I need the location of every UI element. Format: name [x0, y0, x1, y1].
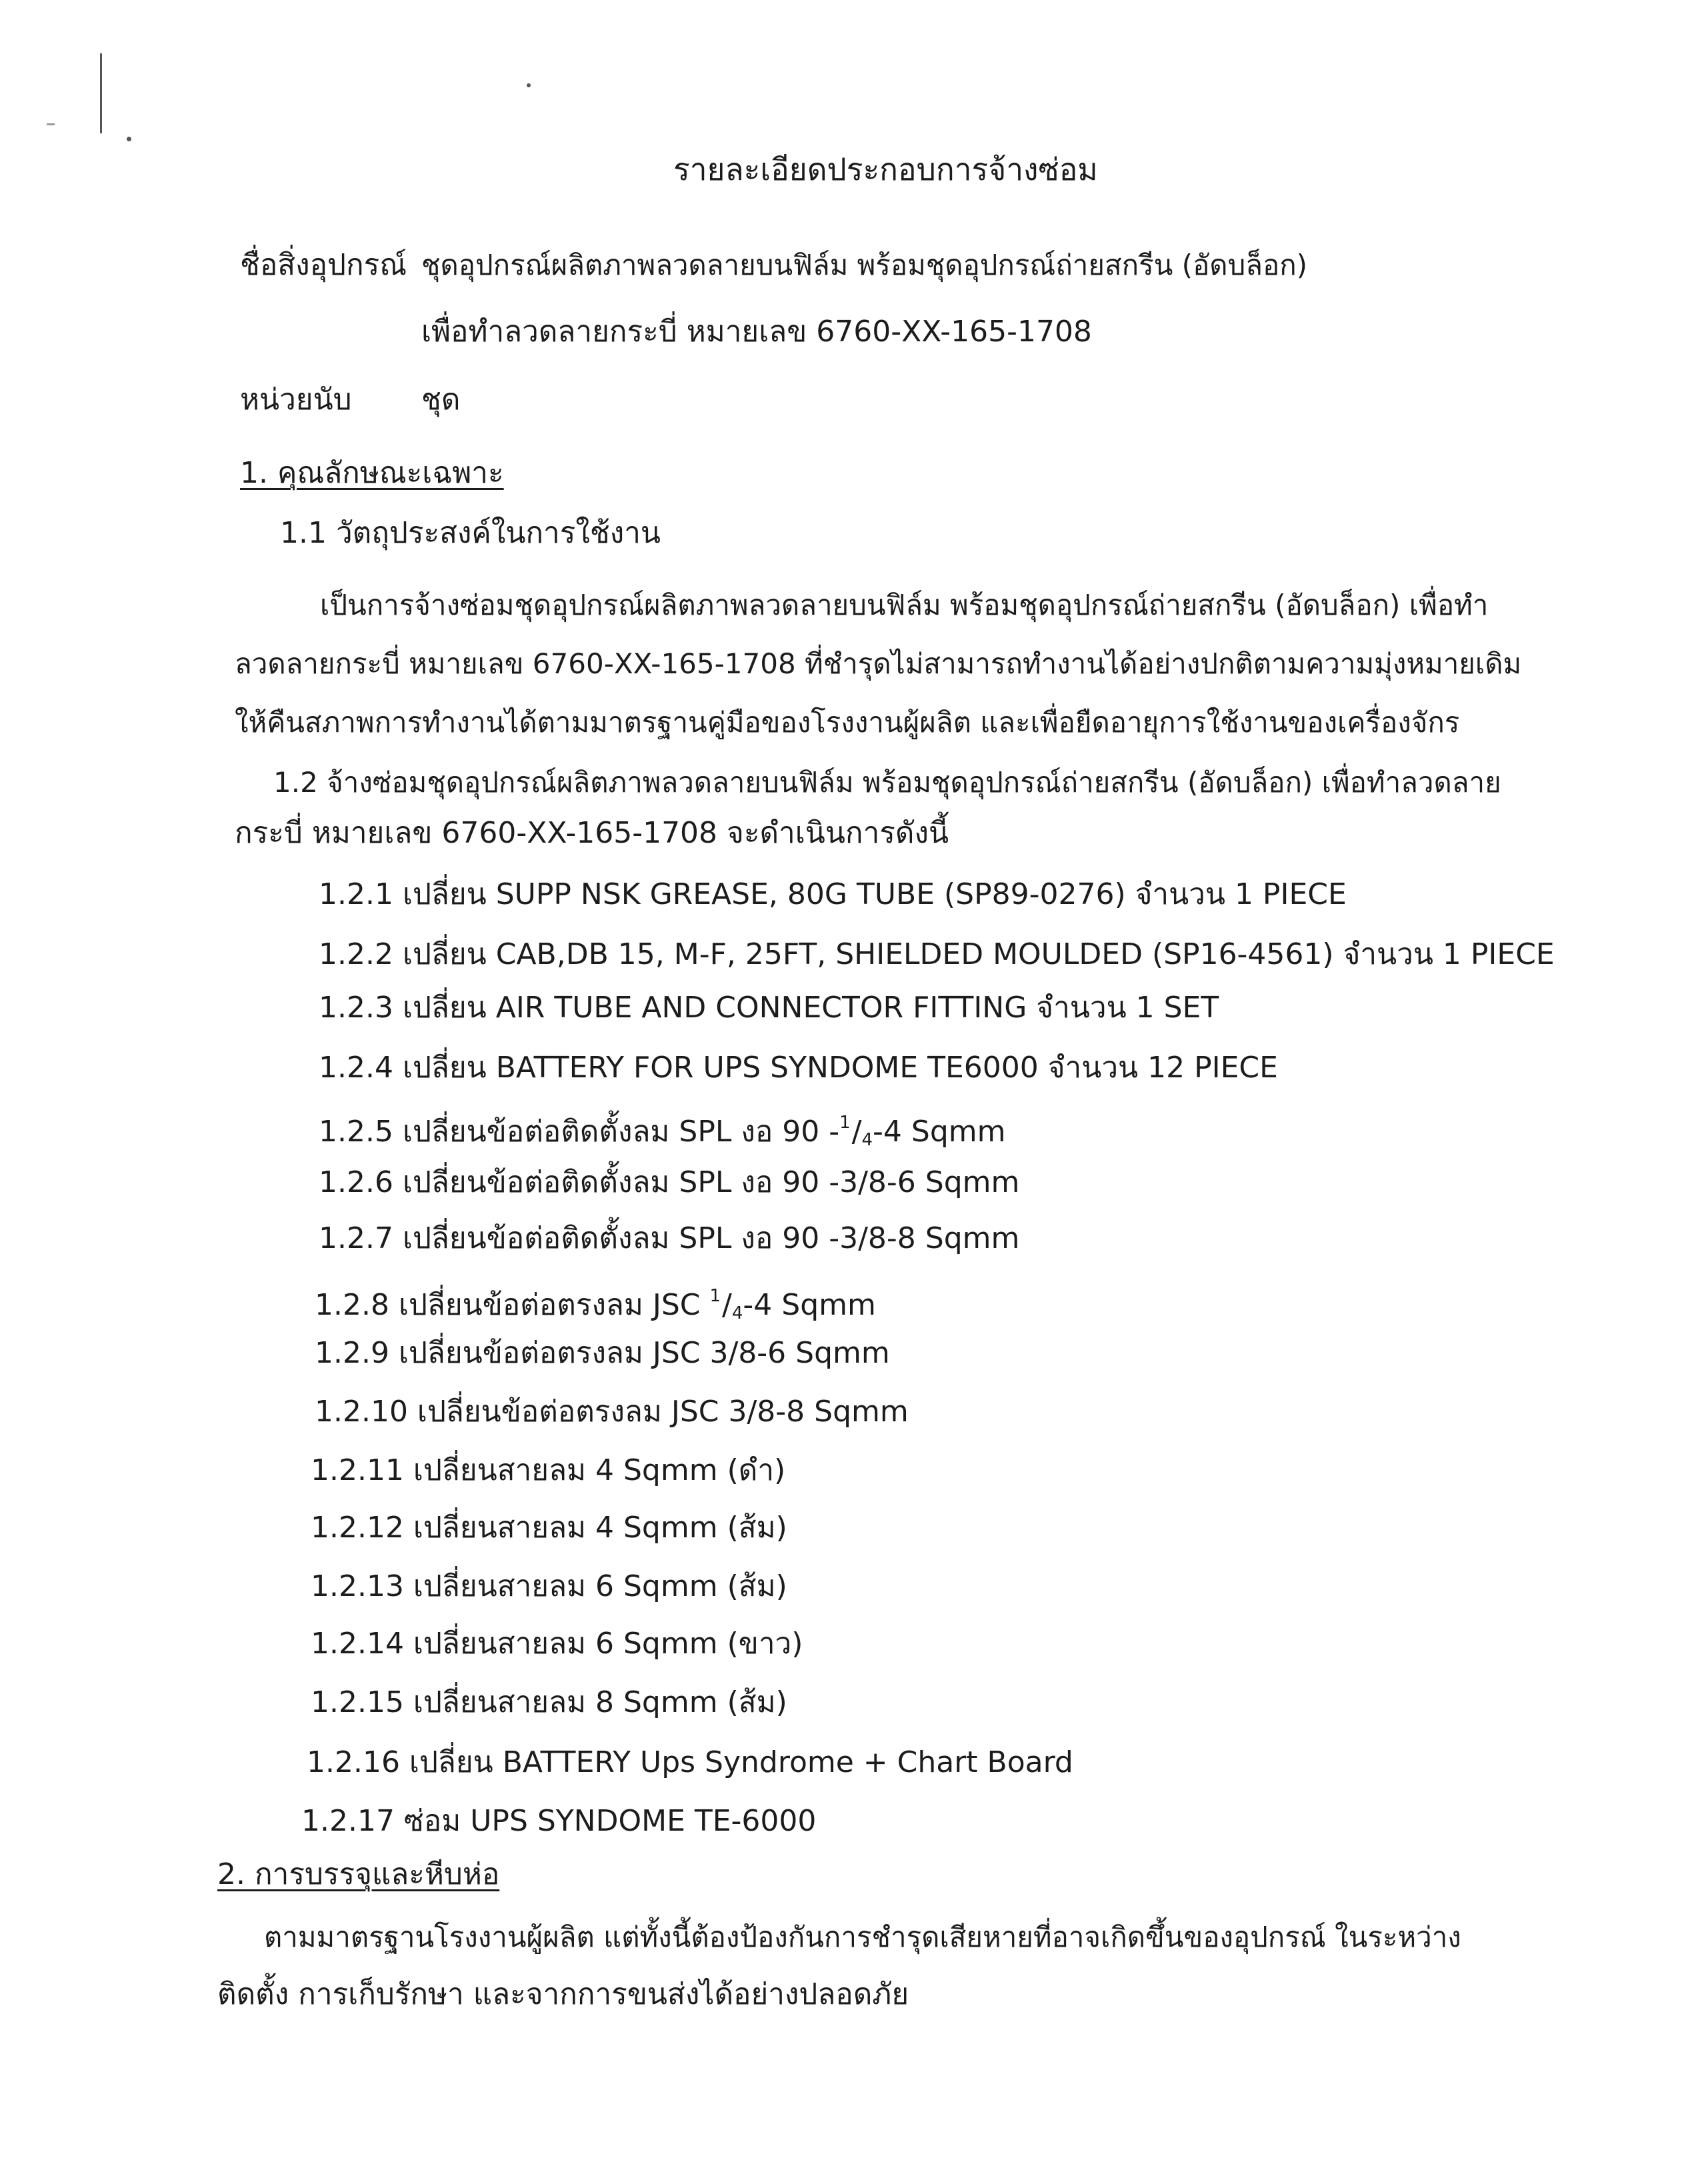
section1-2-line1: 1.2 จ้างซ่อมชุดอุปกรณ์ผลิตภาพลวดลายบนฟิล์ม พร้อมชุดอุปกรณ์ถ่ายสกรีน (อัดบล็อก) เพื่อทำลวดลาย	[273, 766, 1501, 799]
list-item: 1.2.15 เปลี่ยนสายลม 8 Sqmm (ส้ม)	[311, 1685, 787, 1719]
section1-1-paragraph-line3: ให้คืนสภาพการทำงานได้ตามมาตรฐานคู่มือของโรงงานผู้ผลิต และเพื่อยืดอายุการใช้งานของเครื่องจักร	[235, 706, 1460, 739]
unit-value: ชุด	[421, 383, 461, 417]
list-item: 1.2.5 เปลี่ยนข้อต่อติดตั้งลม SPL งอ 90 $-^1/_4-4$ Sqmm	[319, 1113, 1006, 1150]
equipment-name-line2: เพื่อทำลวดลายกระบี่ หมายเลข 6760-XX-165-1708	[421, 315, 1092, 349]
list-item-text: -4 Sqmm	[873, 1115, 1006, 1149]
list-item-text: -4 Sqmm	[743, 1288, 876, 1322]
scan-mark-vertical-line	[100, 53, 102, 133]
list-item: 1.2.13 เปลี่ยนสายลม 6 Sqmm (ส้ม)	[311, 1569, 787, 1603]
section2-heading: 2. การบรรจุและหีบห่อ	[217, 1857, 500, 1891]
list-item: 1.2.11 เปลี่ยนสายลม 4 Sqmm (ดำ)	[311, 1453, 786, 1487]
section2-paragraph-line2: ติดตั้ง การเก็บรักษา และจากการขนส่งได้อย่างปลอดภัย	[217, 1977, 909, 2011]
list-item: 1.2.16 เปลี่ยน BATTERY Ups Syndrome + Chart Board	[307, 1745, 1073, 1779]
list-item: 1.2.3 เปลี่ยน AIR TUBE AND CONNECTOR FITTING จำนวน 1 SET	[319, 991, 1219, 1025]
list-item-text: 1.2.5 เปลี่ยนข้อต่อติดตั้งลม SPL งอ 90 -	[319, 1115, 840, 1149]
fraction-denominator: 4	[731, 1303, 743, 1323]
list-item: 1.2.12 เปลี่ยนสายลม 4 Sqmm (ส้ม)	[311, 1511, 787, 1545]
list-item-text: 1.2.8 เปลี่ยนข้อต่อตรงลม JSC	[315, 1288, 710, 1322]
list-item: 1.2.17 ซ่อม UPS SYNDOME TE-6000	[301, 1804, 817, 1838]
list-item: 1.2.14 เปลี่ยนสายลม 6 Sqmm (ขาว)	[311, 1627, 803, 1661]
document-title: รายละเอียดประกอบการจ้างซ่อม	[673, 151, 1098, 187]
scan-mark-speck	[47, 123, 55, 125]
section1-1-paragraph-line2: ลวดลายกระบี่ หมายเลข 6760-XX-165-1708 ที่ชำรุดไม่สามารถทำงานได้อย่างปกติตามความมุ่งหมายเดิม	[235, 647, 1522, 680]
list-item: 1.2.10 เปลี่ยนข้อต่อตรงลม JSC 3/8-8 Sqmm	[315, 1395, 909, 1429]
fraction-numerator: 1	[839, 1113, 851, 1133]
scan-mark-dot	[527, 83, 531, 87]
section2-paragraph-line1: ตามมาตรฐานโรงงานผู้ผลิต แต่ทั้งนี้ต้องป้องกันการชำรุดเสียหายที่อาจเกิดขึ้นของอุปกรณ์ ในระหว่าง	[264, 1921, 1461, 1953]
list-item: 1.2.8 เปลี่ยนข้อต่อตรงลม JSC $^1/_4-4$ Sqmm	[315, 1286, 876, 1323]
scan-mark-dot	[127, 137, 131, 141]
list-item: 1.2.1 เปลี่ยน SUPP NSK GREASE, 80G TUBE (SP89-0276) จำนวน 1 PIECE	[319, 877, 1347, 911]
section1-1-paragraph-line1: เป็นการจ้างซ่อมชุดอุปกรณ์ผลิตภาพลวดลายบนฟิล์ม พร้อมชุดอุปกรณ์ถ่ายสกรีน (อัดบล็อก) เพื่อทำ	[320, 589, 1489, 621]
list-item: 1.2.7 เปลี่ยนข้อต่อติดตั้งลม SPL งอ 90 -3/8-8 Sqmm	[319, 1221, 1020, 1255]
list-item: 1.2.9 เปลี่ยนข้อต่อตรงลม JSC 3/8-6 Sqmm	[315, 1336, 890, 1370]
list-item: 1.2.2 เปลี่ยน CAB,DB 15, M-F, 25FT, SHIELDED MOULDED (SP16-4561) จำนวน 1 PIECE	[319, 937, 1555, 971]
equipment-name-line1: ชุดอุปกรณ์ผลิตภาพลวดลายบนฟิล์ม พร้อมชุดอุปกรณ์ถ่ายสกรีน (อัดบล็อก)	[421, 249, 1308, 281]
fraction-denominator: 4	[861, 1130, 873, 1150]
equipment-label: ชื่อสิ่งอุปกรณ์	[240, 248, 407, 282]
list-item: 1.2.6 เปลี่ยนข้อต่อติดตั้งลม SPL งอ 90 -3/8-6 Sqmm	[319, 1165, 1020, 1199]
section1-2-line2: กระบี่ หมายเลข 6760-XX-165-1708 จะดำเนินการดังนี้	[235, 816, 949, 850]
section1-1-heading: 1.1 วัตถุประสงค์ในการใช้งาน	[280, 516, 661, 550]
unit-label: หน่วยนับ	[240, 383, 352, 417]
fraction-numerator: 1	[709, 1286, 721, 1306]
section1-heading: 1. คุณลักษณะเฉพาะ	[240, 456, 504, 490]
list-item: 1.2.4 เปลี่ยน BATTERY FOR UPS SYNDOME TE6000 จำนวน 12 PIECE	[319, 1051, 1278, 1085]
